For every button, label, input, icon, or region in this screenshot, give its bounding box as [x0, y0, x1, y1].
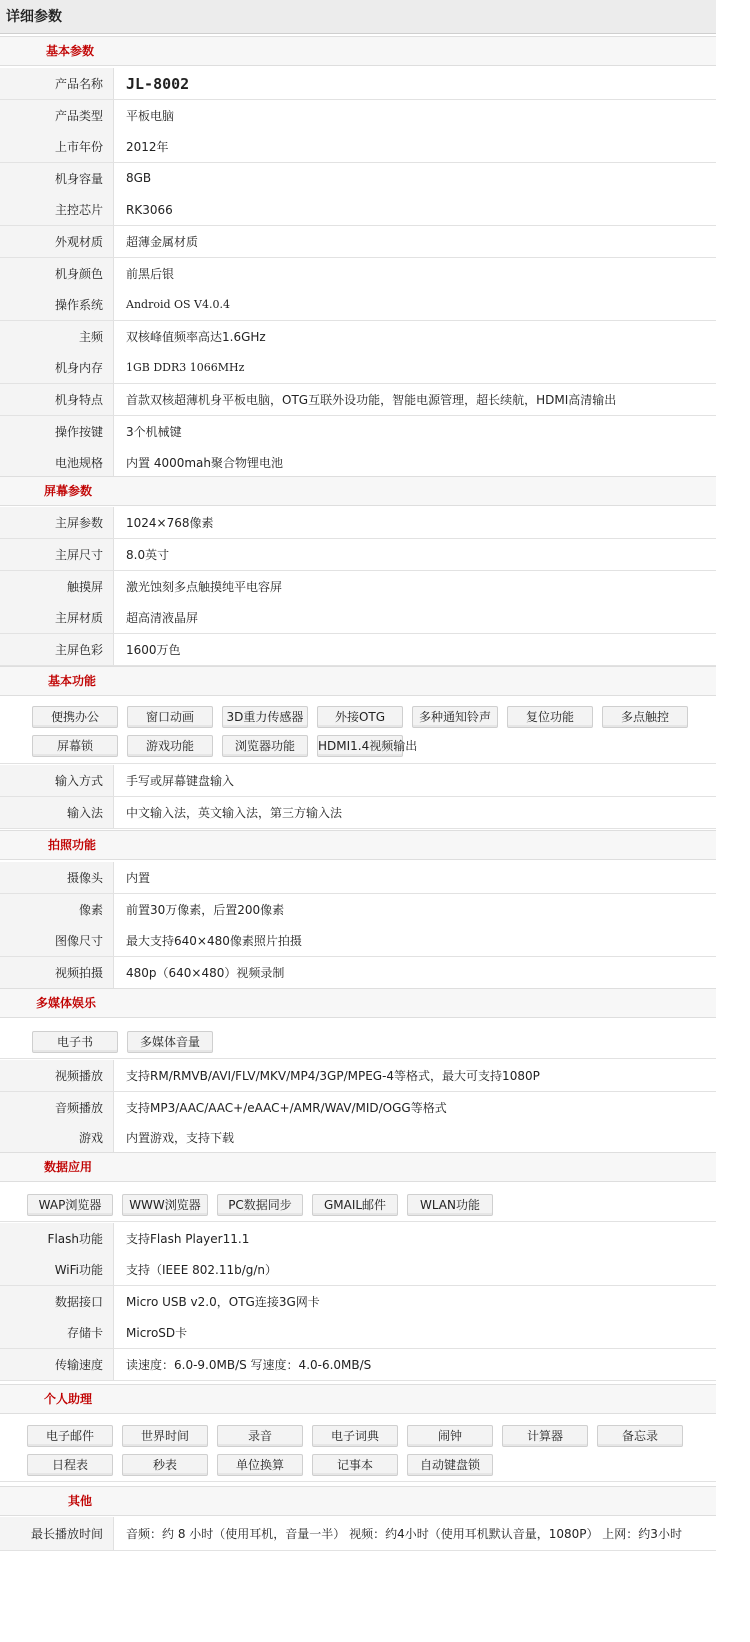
spec-label: WiFi功能: [0, 1254, 114, 1285]
feature-tag[interactable]: HDMI1.4视频输出: [317, 735, 403, 757]
spec-value: Android OS V4.0.4: [126, 298, 230, 312]
spec-row: [0, 571, 716, 603]
section-title: 个人助理: [44, 1392, 93, 1406]
spec-value: 读速度：6.0-9.0MB/S 写速度：4.0-6.0MB/S: [126, 1357, 372, 1372]
tag-group-data: [0, 1186, 716, 1222]
spec-row: [0, 384, 716, 416]
spec-value: 3个机械键: [126, 424, 182, 439]
spec-label: 主屏色彩: [0, 634, 114, 665]
feature-tag[interactable]: 电子书: [32, 1031, 118, 1053]
spec-label: 音频播放: [0, 1092, 114, 1122]
spec-value: 支持Flash Player11.1: [126, 1232, 250, 1246]
feature-tag[interactable]: 3D重力传感器: [222, 706, 308, 728]
spec-label: 产品类型: [0, 100, 114, 131]
feature-tag[interactable]: 复位功能: [507, 706, 593, 728]
section-title: 基本参数: [46, 44, 95, 58]
feature-tag[interactable]: 外接OTG: [317, 706, 403, 728]
spec-label: 触摸屏: [0, 571, 114, 602]
feature-tag[interactable]: 电子词典: [312, 1425, 398, 1447]
feature-tag[interactable]: 世界时间: [122, 1425, 208, 1447]
spec-value: 1600万色: [126, 643, 181, 658]
spec-row: [0, 1317, 716, 1349]
section-header-camera: [0, 830, 716, 860]
feature-tag[interactable]: 闹钟: [407, 1425, 493, 1447]
feature-tag[interactable]: 录音: [217, 1425, 303, 1447]
section-title: 其他: [68, 1494, 93, 1508]
feature-tag[interactable]: 便携办公: [32, 706, 118, 728]
spec-row: [0, 862, 716, 894]
feature-tag[interactable]: 多种通知铃声: [412, 706, 498, 728]
spec-row: [0, 602, 716, 634]
feature-tag[interactable]: 游戏功能: [127, 735, 213, 757]
section-header-screen: [0, 476, 716, 506]
spec-label: 电池规格: [0, 447, 114, 478]
feature-tag[interactable]: 多点触控: [602, 706, 688, 728]
spec-value: 1GB DDR3 1066MHz: [126, 361, 245, 375]
spec-label: 主屏参数: [0, 507, 114, 538]
spec-row: [0, 797, 716, 829]
spec-label: 输入法: [0, 797, 114, 828]
spec-row: [0, 1517, 716, 1551]
feature-tag[interactable]: 电子邮件: [27, 1425, 113, 1447]
spec-label: 图像尺寸: [0, 925, 114, 956]
feature-tag[interactable]: 浏览器功能: [222, 735, 308, 757]
feature-tag[interactable]: 多媒体音量: [127, 1031, 213, 1053]
spec-label: 输入方式: [0, 765, 114, 796]
spec-row: [0, 416, 716, 448]
spec-value: 超薄金属材质: [126, 235, 199, 249]
spec-value: 内置: [126, 871, 151, 885]
tag-group-assistant: [0, 1418, 716, 1482]
spec-row: [0, 539, 716, 571]
feature-tag[interactable]: 备忘录: [597, 1425, 683, 1447]
feature-tag[interactable]: GMAIL邮件: [312, 1194, 398, 1216]
spec-value: 超高清液晶屏: [126, 611, 199, 626]
feature-tag[interactable]: 日程表: [27, 1454, 113, 1476]
spec-row: [0, 1122, 716, 1154]
section-header-functions: [0, 666, 716, 696]
spec-label: 传输速度: [0, 1349, 114, 1380]
spec-value: Micro USB v2.0，OTG连接3G网卡: [126, 1294, 320, 1309]
feature-tag[interactable]: 自动键盘锁: [407, 1454, 493, 1476]
feature-tag[interactable]: PC数据同步: [217, 1194, 303, 1216]
feature-tag[interactable]: 记事本: [312, 1454, 398, 1476]
spec-value: 激光蚀刻多点触摸纯平电容屏: [126, 579, 283, 594]
spec-value: 480p（640×480）视频录制: [126, 965, 285, 980]
spec-row: [0, 100, 716, 132]
spec-row: [0, 68, 716, 100]
spec-row: [0, 925, 716, 957]
spec-row: [0, 1223, 716, 1255]
spec-label: 视频播放: [0, 1060, 114, 1091]
spec-value: 最大支持640×480像素照片拍摄: [126, 934, 302, 948]
spec-row: [0, 321, 716, 353]
spec-label: 最长播放时间: [0, 1517, 114, 1550]
spec-value: 前黑后银: [126, 266, 175, 281]
spec-value: 8.0英寸: [126, 547, 170, 562]
section-title: 拍照功能: [48, 838, 97, 852]
spec-row: [0, 634, 716, 666]
spec-value: MicroSD卡: [126, 1326, 188, 1341]
spec-row: [0, 507, 716, 539]
spec-label: 上市年份: [0, 131, 114, 162]
spec-value: 1024×768像素: [126, 516, 214, 530]
spec-label: 机身内存: [0, 352, 114, 383]
spec-row: [0, 1349, 716, 1381]
feature-tag[interactable]: WWW浏览器: [122, 1194, 208, 1216]
spec-value: 支持RM/RMVB/AVI/FLV/MKV/MP4/3GP/MPEG-4等格式，最大可支持1080P: [126, 1069, 540, 1083]
spec-value: 手写或屏幕键盘输入: [126, 774, 235, 788]
spec-label: 外观材质: [0, 226, 114, 257]
spec-label: 主控芯片: [0, 194, 114, 225]
spec-value: 内置 4000mah聚合物锂电池: [126, 456, 284, 471]
spec-label: 机身特点: [0, 384, 114, 415]
spec-row: [0, 765, 716, 797]
spec-value: 前置30万像素，后置200像素: [126, 902, 285, 917]
spec-row: [0, 226, 716, 258]
spec-label: 像素: [0, 894, 114, 925]
spec-label: 机身颜色: [0, 258, 114, 289]
spec-label: 主屏材质: [0, 602, 114, 633]
spec-label: 游戏: [0, 1122, 114, 1153]
tag-group-functions: [0, 700, 716, 764]
feature-tag[interactable]: 秒表: [122, 1454, 208, 1476]
feature-tag[interactable]: WAP浏览器: [27, 1194, 113, 1216]
spec-value: JL-8002: [126, 74, 190, 93]
spec-label: 产品名称: [0, 68, 114, 99]
section-title: 屏幕参数: [44, 484, 93, 498]
spec-value: 支持MP3/AAC/AAC+/eAAC+/AMR/WAV/MID/OGG等格式: [126, 1100, 447, 1115]
spec-label: Flash功能: [0, 1223, 114, 1254]
spec-row: [0, 163, 716, 195]
section-header-assistant: [0, 1384, 716, 1414]
spec-value: 双核峰值频率高达1.6GHz: [126, 329, 266, 344]
spec-label: 主频: [0, 321, 114, 352]
feature-tag[interactable]: 屏幕锁: [32, 735, 118, 757]
spec-label: 数据接口: [0, 1286, 114, 1317]
section-header-other: [0, 1486, 716, 1516]
spec-value: 支持（IEEE 802.11b/g/n）: [126, 1263, 278, 1278]
spec-row: [0, 1254, 716, 1286]
spec-row: [0, 1286, 716, 1318]
spec-label: 操作按键: [0, 416, 114, 447]
section-title: 多媒体娱乐: [36, 996, 97, 1010]
section-title: 数据应用: [44, 1160, 93, 1174]
section-header-data: [0, 1152, 716, 1182]
spec-row: [0, 447, 716, 479]
feature-tag[interactable]: WLAN功能: [407, 1194, 493, 1216]
spec-value: 首款双核超薄机身平板电脑，OTG互联外设功能，智能电源管理，超长续航，HDMI高清输出: [126, 393, 617, 407]
spec-value: 音频：约 8 小时（使用耳机，音量一半） 视频：约4小时（使用耳机默认音量，1080P） 上网：约3小时: [126, 1527, 682, 1541]
spec-value: 内置游戏，支持下载: [126, 1131, 235, 1145]
spec-row: [0, 289, 716, 321]
spec-value: 2012年: [126, 140, 169, 155]
spec-value: 8GB: [126, 171, 152, 186]
spec-row: [0, 131, 716, 163]
spec-row: [0, 1060, 716, 1092]
tag-group-media: [0, 1023, 716, 1059]
spec-label: 存储卡: [0, 1317, 114, 1348]
spec-row: [0, 352, 716, 384]
spec-value: RK3066: [126, 202, 173, 217]
spec-row: [0, 957, 716, 989]
feature-tag[interactable]: 计算器: [502, 1425, 588, 1447]
section-header-media: [0, 988, 716, 1018]
page-title: 详细参数: [0, 0, 716, 34]
spec-label: 视频拍摄: [0, 957, 114, 988]
section-title: 基本功能: [48, 674, 97, 688]
spec-row: [0, 1092, 716, 1123]
spec-row: [0, 194, 716, 226]
spec-row: [0, 258, 716, 290]
spec-label: 机身容量: [0, 163, 114, 194]
spec-label: 摄像头: [0, 862, 114, 893]
spec-row: [0, 894, 716, 926]
feature-tag[interactable]: 窗口动画: [127, 706, 213, 728]
spec-value: 中文输入法，英文输入法，第三方输入法: [126, 806, 343, 820]
spec-value: 平板电脑: [126, 108, 175, 123]
spec-label: 主屏尺寸: [0, 539, 114, 570]
spec-label: 操作系统: [0, 289, 114, 320]
section-header-basic: [0, 36, 716, 66]
feature-tag[interactable]: 单位换算: [217, 1454, 303, 1476]
